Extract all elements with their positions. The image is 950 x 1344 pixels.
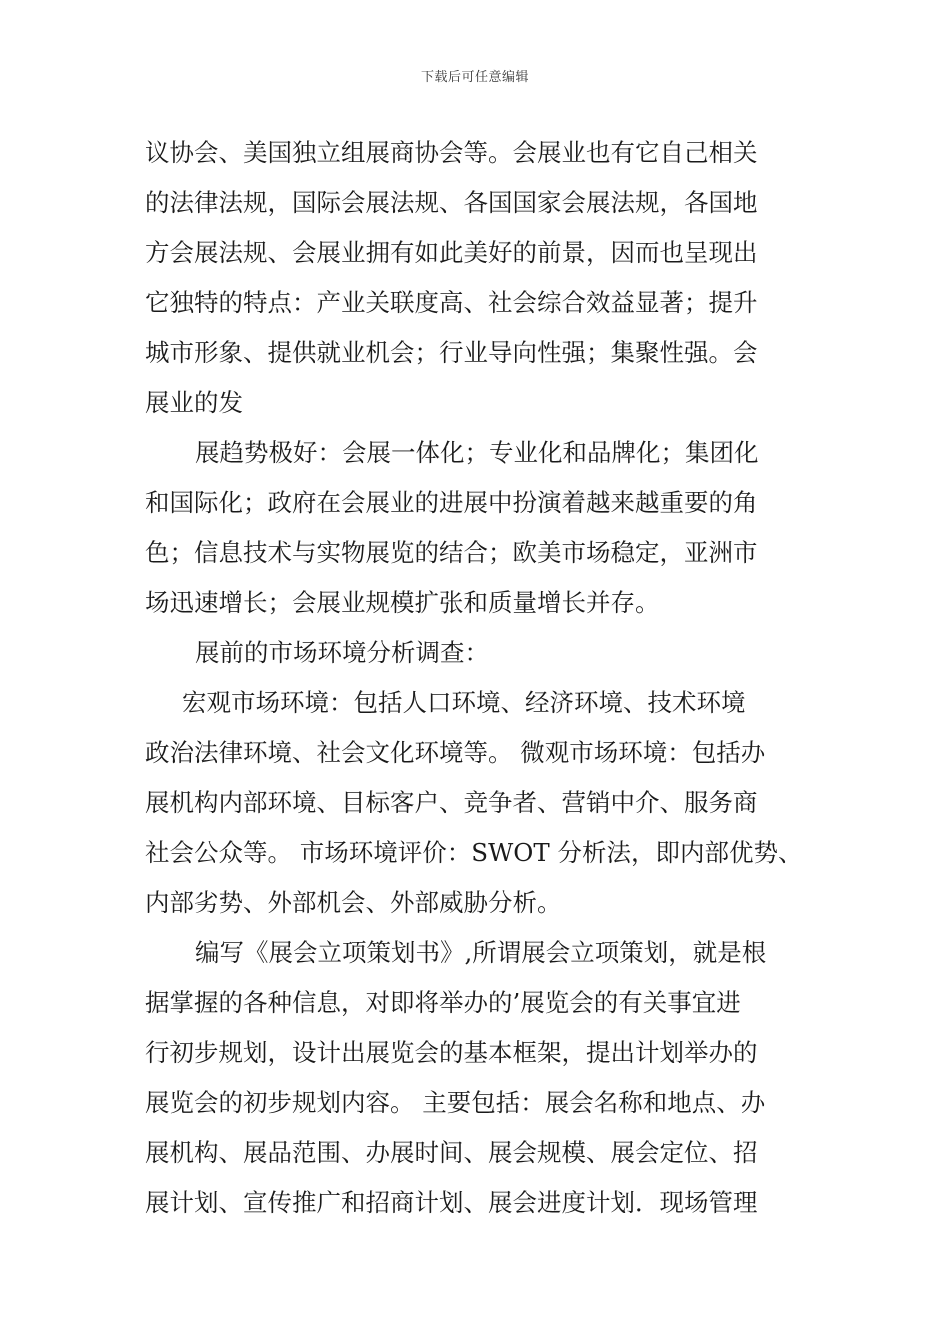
text-line: 场迅速增长；会展业规模扩张和质量增长并存。 — [145, 588, 660, 617]
paragraph-start-line: 展前的市场环境分析调查： — [195, 638, 489, 667]
text-line: 展机构、展品范围、办展时间、展会规模、展会定位、招 — [145, 1138, 758, 1167]
text-line: 和国际化；政府在会展业的进展中扮演着越来越重要的角 — [145, 488, 758, 517]
text-line: 它独特的特点：产业关联度高、社会综合效益显著；提升 — [145, 288, 758, 317]
paragraph-start-line: 编写《展会立项策划书》,所谓展会立项策划，就是根 — [195, 938, 767, 967]
text-line: 据掌握的各种信息，对即将举办的’展览会的有关事宜进 — [145, 988, 741, 1017]
text-line: 展计划、宣传推广和招商计划、展会进度计划．现场管理 — [145, 1188, 758, 1217]
text-line: 方会展法规、会展业拥有如此美好的前景，因而也呈现出 — [145, 238, 758, 267]
page-header: 下载后可任意编辑 — [420, 70, 529, 85]
document-body — [145, 128, 807, 1228]
text-line: 议协会、美国独立组展商协会等。会展业也有它自己相关 — [145, 138, 758, 167]
text-line: 色；信息技术与实物展览的结合；欧美市场稳定，亚洲市 — [145, 538, 758, 567]
text-line: 行初步规划，设计出展览会的基本框架，提出计划举办的 — [145, 1038, 758, 1067]
text-line: 内部劣势、外部机会、外部威胁分析。 — [145, 888, 562, 917]
text-line: 展机构内部环境、目标客户、竞争者、营销中介、服务商 — [145, 788, 758, 817]
text-line: 展业的发 — [145, 388, 243, 417]
text-line: 城市形象、提供就业机会；行业导向性强；集聚性强。会 — [145, 338, 758, 367]
text-line: 政治法律环境、社会文化环境等。 微观市场环境：包括办 — [145, 738, 766, 767]
paragraph-start-line: 宏观市场环境：包括人口环境、经济环境、技术环境 — [182, 688, 746, 717]
paragraph-start-line: 展趋势极好：会展一体化；专业化和品牌化；集团化 — [195, 438, 759, 467]
text-line: 的法律法规，国际会展法规、各国国家会展法规，各国地 — [145, 188, 758, 217]
text-line: 社会公众等。 市场环境评价：SWOT 分析法，即内部优势、 — [145, 838, 803, 867]
text-line: 展览会的初步规划内容。 主要包括：展会名称和地点、办 — [145, 1088, 766, 1117]
